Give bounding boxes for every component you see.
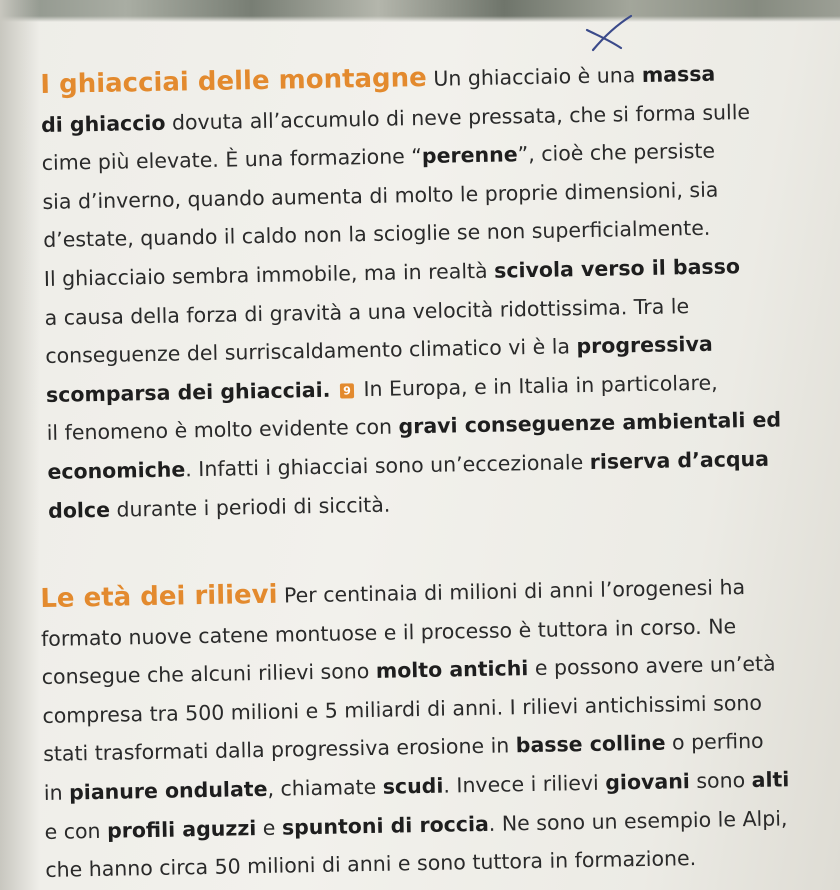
text-line: a causa della forza di gravità a una velocità ridottissima. Tra le <box>44 293 690 330</box>
text-line: compresa tra 500 milioni e 5 miliardi di anni. I rilievi antichissimi sono <box>42 690 763 728</box>
text-line: di ghiaccio dovuta all’accumulo di neve pressata, che si forma sulle <box>40 99 751 137</box>
text-line: stati trasformati dalla progressiva erosione in basse colline o perfino <box>42 729 764 767</box>
text-line: d’estate, quando il caldo non la scioglie se non superficialmente. <box>42 216 711 253</box>
pen-check-mark-icon <box>585 14 635 56</box>
figure-reference-badge: 9 <box>340 383 354 398</box>
text-line: economiche. Infatti i ghiacciai sono un’eccezionale riserva d’acqua <box>47 446 770 484</box>
reliefs-age-section <box>40 566 836 890</box>
text-line: e con profili aguzzi e spuntoni di roccia. Ne sono un esempio le Alpi, <box>44 805 788 844</box>
glaciers-section <box>40 52 838 531</box>
text-line: dolce durante i periodi di siccità. <box>47 492 391 523</box>
text-line: cime più elevate. È una formazione “perenne”, cioè che persiste <box>41 138 716 176</box>
section-heading: I ghiacciai delle montagne <box>40 62 428 100</box>
text-line: sia d’inverno, quando aumenta di molto le proprie dimensioni, sia <box>42 177 719 214</box>
section-heading: Le età dei rilievi <box>40 579 278 614</box>
page-gutter-shadow <box>0 0 40 890</box>
text-line: in pianure ondulate, chiamate scudi. Invece i rilievi giovani sono alti <box>43 767 790 805</box>
text-line: consegue che alcuni rilievi sono molto antichi e possono avere un’età <box>41 651 776 690</box>
text-line: conseguenze del surriscaldamento climatico vi è la progressiva <box>45 331 713 369</box>
text-line: Il ghiacciaio sembra immobile, ma in realtà scivola verso il basso <box>43 254 741 291</box>
text-line: formato nuove catene montuose e il processo è tuttora in corso. Ne <box>40 613 737 651</box>
text-line: I ghiacciai delle montagne Un ghiacciaio è una massa <box>40 61 716 100</box>
top-photo-strip <box>0 0 840 22</box>
text-line: Le età dei rilievi Per centinaia di milioni di anni l’orogenesi ha <box>40 575 746 614</box>
text-line: il fenomeno è molto evidente con gravi conseguenze ambientali ed <box>46 407 782 446</box>
text-line: che hanno circa 50 milioni di anni e sono tuttora in formazione. <box>45 846 697 883</box>
text-line: scomparsa dei ghiacciai. 9 In Europa, e in Italia in particolare, <box>45 370 718 407</box>
